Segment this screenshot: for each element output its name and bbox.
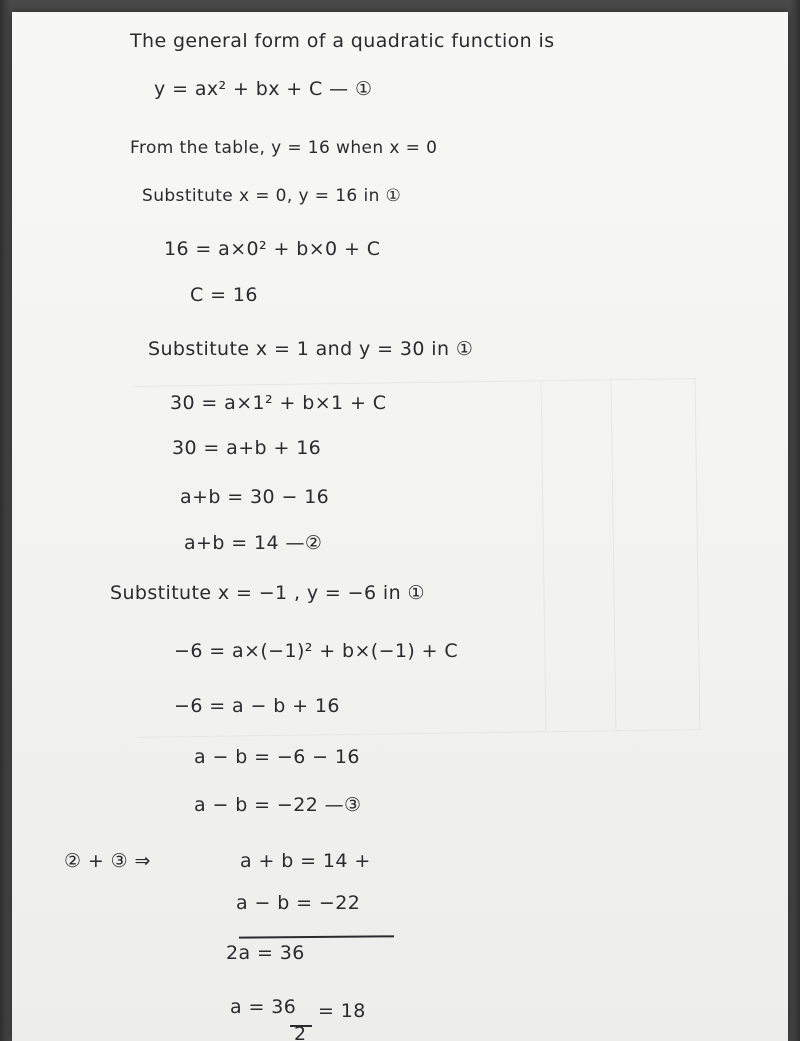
- line-ab-diff: a+b = 30 − 16: [180, 486, 330, 508]
- line-equation-1: y = ax² + bx + C — ①: [154, 78, 373, 100]
- line-30-sum: 30 = a+b + 16: [172, 437, 322, 459]
- line-add-bottom: a − b = −22: [236, 892, 361, 914]
- bleed-through-line: [541, 381, 547, 731]
- line-neg6-sum: −6 = a − b + 16: [174, 695, 340, 717]
- line-equation-3: a − b = −22 —③: [194, 794, 362, 816]
- line-add-eq-label: ② + ③ ⇒: [64, 850, 151, 872]
- line-from-table: From the table, y = 16 when x = 0: [130, 138, 438, 158]
- line-calc-neg6: −6 = a×(−1)² + b×(−1) + C: [174, 640, 459, 662]
- line-calc-30: 30 = a×1² + b×1 + C: [170, 392, 387, 414]
- line-substitute-xneg1: Substitute x = −1 , y = −6 in ①: [110, 582, 425, 604]
- line-general-form: The general form of a quadratic function is: [130, 30, 555, 52]
- line-add-top: a + b = 14 +: [240, 850, 371, 872]
- line-substitute-x1: Substitute x = 1 and y = 30 in ①: [148, 338, 474, 360]
- line-equation-2: a+b = 14 —②: [184, 532, 323, 554]
- line-2a-result: 2a = 36: [226, 942, 305, 964]
- line-a-numerator: a = 36: [230, 996, 297, 1018]
- handwritten-page: [12, 12, 788, 1041]
- addition-rule: [239, 935, 394, 938]
- line-calc-16: 16 = a×0² + b×0 + C: [164, 238, 381, 260]
- line-c-value: C = 16: [190, 284, 258, 306]
- line-a-result: = 18: [318, 1000, 366, 1022]
- line-a-denominator: 2: [294, 1023, 307, 1041]
- line-a-minus-b-diff: a − b = −6 − 16: [194, 746, 360, 768]
- line-substitute-x0: Substitute x = 0, y = 16 in ①: [142, 186, 402, 206]
- bleed-through-table: [133, 378, 701, 738]
- bleed-through-line: [611, 380, 617, 730]
